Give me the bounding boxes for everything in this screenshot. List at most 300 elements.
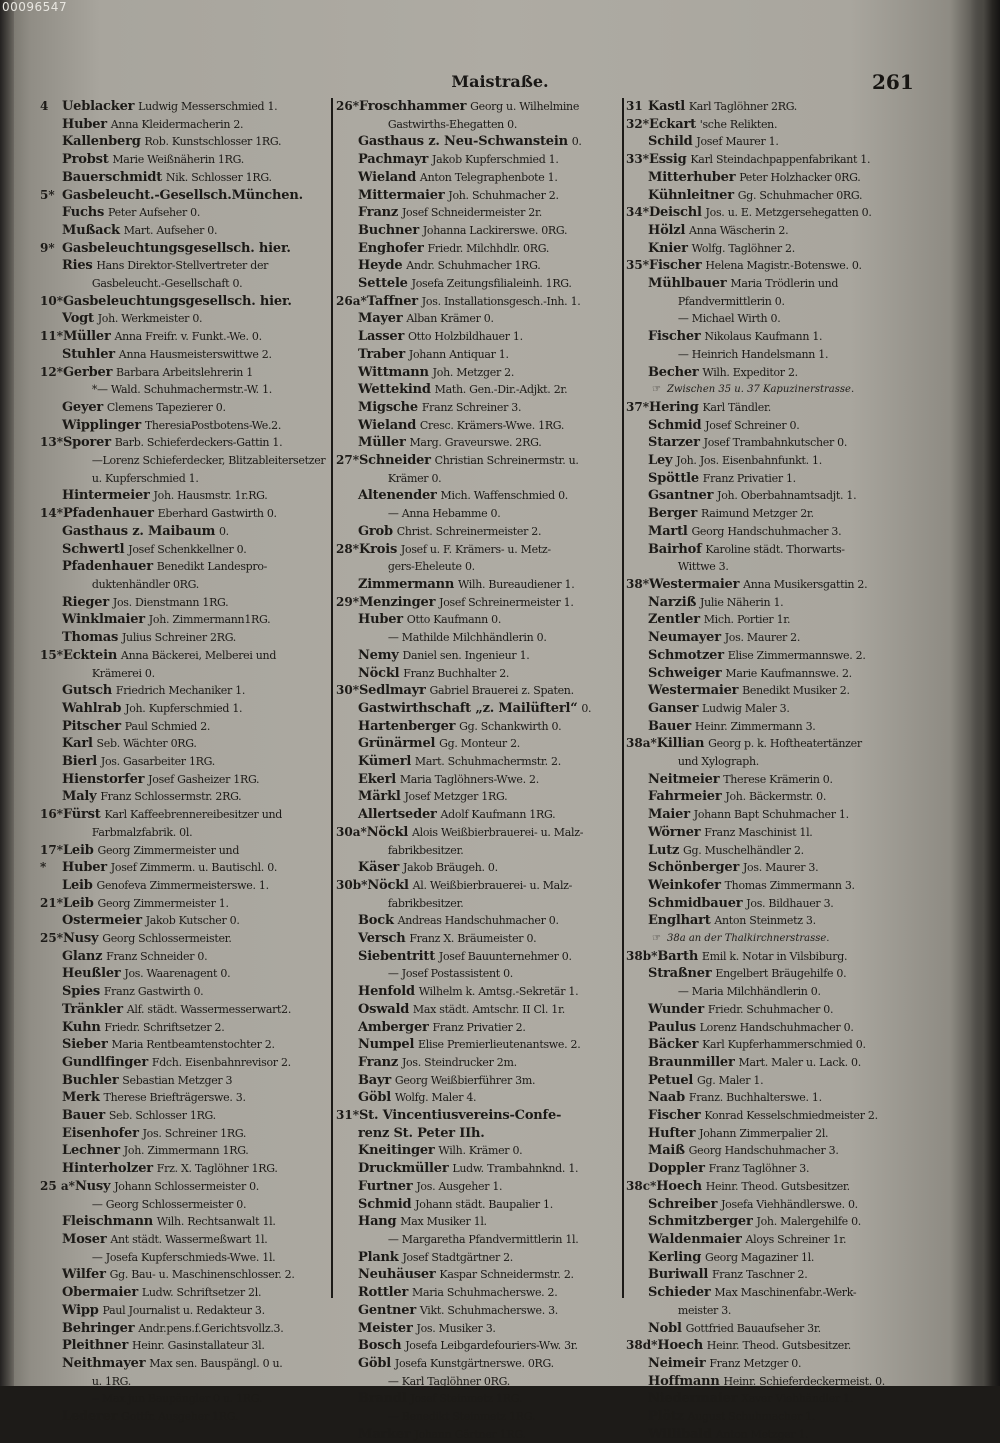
resident-name: Hang (358, 1214, 397, 1230)
resident-name: Gastwirthschaft „z. Mailüfterl“ (358, 700, 578, 716)
directory-entry (40, 877, 330, 895)
directory-entry (40, 505, 330, 523)
resident-details: Kaspar Schneidermstr. 2. (439, 1268, 574, 1282)
resident-details: Franz Taglöhner 3. (708, 1162, 810, 1176)
resident-name: Wilfer (62, 1267, 106, 1283)
house-number: 9* (40, 240, 55, 255)
directory-entry (626, 930, 914, 948)
resident-name: Bauerschmidt (62, 169, 163, 185)
resident-details: Gasbeleucht.-Gesellschaft 0. (91, 277, 243, 291)
resident-name: Bock (358, 913, 394, 929)
resident-details: Joh. Jos. Eisenbahnfunkt. 1. (676, 454, 822, 468)
resident-name: Heyde (358, 258, 403, 274)
resident-details: 0. (218, 524, 229, 538)
resident-details: Thomas Zimmermann 3. (724, 878, 855, 892)
resident-name: Weinkofer (648, 877, 721, 893)
directory-entry (40, 541, 330, 559)
resident-name: Narziß (648, 594, 697, 610)
house-number: 5* (40, 187, 55, 202)
resident-details: Daniel sen. Ingenieur 1. (402, 648, 530, 662)
directory-entry (626, 523, 914, 541)
resident-name: Meister (358, 1320, 413, 1336)
resident-details: Krämer 0. (387, 471, 442, 485)
directory-entry (40, 895, 330, 913)
resident-name: Huber (62, 116, 107, 132)
resident-details: Joh. Malergehilfe 0. (756, 1215, 861, 1229)
resident-name: Naab (648, 1090, 686, 1106)
directory-entry (626, 222, 914, 240)
resident-details: Genofeva Zimmermeisterswe. 1. (96, 878, 269, 892)
resident-details: Anton Steinmetz 3. (714, 914, 816, 928)
directory-entry (336, 1284, 624, 1302)
resident-details: Rob. Kunstschlosser 1RG. (144, 135, 282, 149)
resident-name: Nöckl (358, 665, 400, 681)
directory-entry (40, 665, 330, 683)
resident-name: Martl (648, 523, 688, 539)
directory-entry (336, 1213, 624, 1231)
resident-details: Gg. Muschelhändler 2. (683, 843, 804, 857)
resident-name: Gasthaus z. Maibaum (62, 523, 216, 539)
resident-details: Wilh. Krämer 0. (438, 1144, 523, 1158)
resident-name: Fischer (648, 1108, 701, 1124)
resident-name: Schmidbauer (648, 895, 743, 911)
directory-entry (40, 1054, 330, 1072)
resident-name: Franz (358, 205, 399, 221)
house-number: 14* (40, 506, 63, 521)
directory-entry (40, 452, 330, 470)
directory-entry (626, 1036, 914, 1054)
resident-name: Fuchs (62, 205, 105, 221)
directory-entry (626, 1089, 914, 1107)
resident-details: Joh. Zimmermann 1RG. (123, 1144, 249, 1158)
resident-name: Kallenberg (62, 134, 141, 150)
directory-entry (40, 700, 330, 718)
directory-entry (336, 1355, 624, 1373)
resident-name: Becher (648, 364, 699, 380)
directory-entry (40, 1249, 330, 1267)
pointing-hand-icon: ☞ (652, 384, 661, 396)
house-number: 38c* (626, 1178, 657, 1193)
directory-entry (626, 1001, 914, 1019)
resident-details: Maria Schuhmacherswe. 2. (411, 1286, 558, 1300)
resident-name: Rieger (62, 594, 110, 610)
column-divider (622, 98, 624, 1298)
directory-entry (336, 877, 624, 895)
resident-details: Georg Zimmermeister 1. (97, 896, 229, 910)
resident-name: Westermaier (648, 683, 739, 699)
directory-entry (40, 98, 330, 116)
resident-details: Franz Maschinist 1l. (704, 825, 813, 839)
directory-entry (40, 1284, 330, 1302)
directory-entry (626, 328, 914, 346)
resident-name: Merk (62, 1090, 100, 1106)
resident-name: St. Vincentiusvereins-Confe- (358, 1108, 562, 1124)
directory-entry (336, 187, 624, 205)
resident-name: Mühlbauer (648, 276, 727, 292)
resident-name: Schwertl (62, 541, 125, 557)
resident-name: Amberger (358, 1019, 429, 1035)
resident-details: Anton Metzger 1. (715, 1427, 809, 1441)
directory-entry (40, 1266, 330, 1284)
directory-entry (626, 948, 914, 966)
house-number: 4 (40, 99, 49, 113)
resident-details: duktenhändler 0RG. (91, 577, 199, 591)
resident-name: Grob (358, 523, 393, 539)
resident-details: Joh. Werkmeister 0. (97, 312, 203, 326)
directory-entry (40, 187, 330, 205)
resident-name: Hölzl (648, 222, 686, 238)
resident-details: Franz Privatier 2. (432, 1020, 526, 1034)
directory-entry (336, 1178, 624, 1196)
resident-name: Druckmüller (358, 1161, 449, 1177)
resident-name: Fürst (62, 807, 101, 823)
resident-name: Gsantner (648, 488, 714, 504)
resident-details: Joh. Schuhmacher 2. (448, 188, 559, 202)
resident-name: Pfadenhauer (62, 559, 153, 575)
resident-details: Joh. Kupferschmied 1. (125, 701, 243, 715)
resident-name: Wahlrab (62, 700, 122, 716)
directory-entry (626, 346, 914, 364)
resident-name: Froschhammer (358, 99, 467, 114)
resident-details: Franz. Buchhalterswe. 1. (688, 1091, 822, 1105)
resident-details: Gastwirths-Ehegatten 0. (387, 117, 518, 131)
directory-entry (336, 1054, 624, 1072)
resident-details: Clemens Tapezierer 0. (106, 400, 226, 414)
resident-name: Eckart (648, 116, 696, 132)
directory-entry (336, 240, 624, 258)
directory-entry (626, 1337, 914, 1355)
resident-details: Maria Taglöhners-Wwe. 2. (399, 772, 539, 786)
directory-entry (626, 1160, 914, 1178)
resident-details: — Karl Taglöhner 0RG. (387, 1374, 510, 1388)
resident-name: Straßner (648, 966, 712, 982)
directory-entry (40, 753, 330, 771)
directory-entry (336, 629, 624, 647)
resident-details: Jos. Waarenagent 0. (124, 967, 231, 981)
directory-entry (40, 222, 330, 240)
house-number: 31* (336, 1108, 359, 1123)
directory-entry (336, 1320, 624, 1338)
resident-details: Georg Handschuhmacher 3. (688, 1144, 839, 1158)
resident-details: Georg Handschuhmacher 3. (691, 524, 842, 538)
house-number: 11* (40, 329, 63, 344)
resident-details: — Anna Hebamme 0. (387, 507, 501, 521)
resident-details: Emil k. Notar in Vilsbiburg. (701, 949, 848, 963)
resident-details: Joh. Zimmermann1RG. (148, 613, 271, 627)
resident-name: Lutz (648, 842, 680, 858)
directory-entry (626, 98, 914, 116)
resident-details: Sebastian Metzger 3 (122, 1073, 233, 1087)
resident-details: Gg. Schankwirth 0. (459, 719, 562, 733)
directory-entry (336, 1160, 624, 1178)
resident-details: Seb. Wächter 0RG. (96, 737, 197, 751)
house-number: 28* (336, 541, 359, 556)
resident-details: Ludw. Trambahnknd. 1. (452, 1162, 579, 1176)
directory-entry (626, 718, 914, 736)
resident-name: Eisenhofer (62, 1125, 139, 1141)
resident-details: Franz Schlossermstr. 2RG. (100, 790, 242, 804)
resident-details: Otto Holzbildhauer 1. (407, 330, 523, 344)
house-number: 12* (40, 364, 63, 379)
resident-name: Wipp (62, 1302, 99, 1318)
resident-name: Wittmann (358, 364, 429, 380)
directory-entry (40, 293, 330, 311)
directory-entry (336, 842, 624, 860)
directory-entry (40, 718, 330, 736)
resident-details: Jos. Schreiner 1RG. (142, 1126, 247, 1140)
directory-entry (626, 293, 914, 311)
resident-name: Pachmayr (358, 152, 429, 168)
directory-entry (336, 399, 624, 417)
directory-entry (40, 1196, 330, 1214)
directory-entry (626, 434, 914, 452)
resident-details: Marie Weißnäherin 1RG. (112, 153, 244, 167)
directory-entry (626, 452, 914, 470)
house-number: 10* (40, 293, 63, 308)
resident-name: Gasbeleuchtungsgesellsch. hier. (62, 293, 292, 309)
directory-entry (336, 735, 624, 753)
resident-details: — Mathilde Milchhändlerin 0. (387, 631, 547, 645)
resident-name: Schieder (648, 1285, 711, 1301)
resident-details: Josef Zimmerm. u. Bautischl. 0. (110, 861, 278, 875)
directory-entry (336, 133, 624, 151)
resident-name: Gutsch (62, 683, 113, 699)
directory-entry (336, 965, 624, 983)
directory-entry (336, 487, 624, 505)
resident-name: Nemy (358, 647, 399, 663)
resident-name: Schreiber (648, 1196, 718, 1212)
resident-details: Maria Rentbeamtenstochter 2. (111, 1038, 275, 1052)
resident-name: Siebentritt (358, 948, 436, 964)
resident-details: Georg Weißbierführer 3m. (394, 1073, 536, 1087)
resident-details: Franz Schreiner 3. (421, 400, 522, 414)
house-number: 35* (626, 258, 649, 273)
resident-details: Jos. Maurer 2. (724, 631, 801, 645)
resident-details: Josef Trambahnkutscher 0. (703, 436, 848, 450)
directory-entry (626, 1302, 914, 1320)
resident-name: Schweiger (648, 665, 722, 681)
resident-name: Waldenmaier (648, 1232, 742, 1247)
directory-entry (40, 204, 330, 222)
resident-name: Behringer (62, 1320, 135, 1336)
resident-details: Frz. X. Taglöhner 1RG. (156, 1162, 278, 1176)
resident-name: Kühnleitner (648, 187, 734, 203)
resident-details: Farbmalzfabrik. 0l. (91, 825, 193, 839)
resident-details: Fdch. Eisenbahnrevisor 2. (151, 1055, 291, 1069)
resident-name: Kuhn (62, 1019, 101, 1035)
resident-name: Deischl (648, 205, 702, 221)
resident-details: Engelbert Bräugehilfe 0. (715, 967, 847, 981)
resident-name: Furtner (358, 1178, 413, 1194)
resident-details: Johann Zimmerpalier 2l. (699, 1126, 829, 1140)
resident-details: Nik. Schlosser 1RG. (165, 170, 272, 184)
directory-entry (40, 1072, 330, 1090)
resident-details: Julie Näherin 1. (699, 595, 784, 609)
resident-details: Andreas Handschuhmacher 0. (397, 914, 559, 928)
directory-entry (40, 1355, 330, 1373)
directory-entry (336, 452, 624, 470)
column-divider (331, 98, 333, 1298)
resident-name: Ries (62, 258, 93, 274)
directory-entry (40, 257, 330, 275)
resident-details: Jos. Gasarbeiter 1RG. (100, 755, 215, 769)
resident-details: Johann Antiquar 1. (408, 347, 509, 361)
resident-details: Wilhelm k. Amtsg.-Sekretär 1. (418, 985, 579, 999)
resident-name: Fischer (648, 329, 701, 345)
directory-entry (336, 1373, 624, 1391)
resident-name: Migsche (358, 399, 418, 415)
resident-details: — Heinrich Handelsmann 1. (677, 347, 829, 361)
directory-entry (626, 983, 914, 1001)
resident-name: Doppler (648, 1161, 705, 1177)
directory-entry (626, 859, 914, 877)
directory-entry (336, 1426, 624, 1443)
resident-details: Georg u. Wilhelmine (470, 100, 580, 113)
resident-name: Ley (648, 453, 673, 469)
resident-name: Kneitinger (358, 1143, 435, 1159)
resident-details: Josef Steinmetz 1RG. (410, 1392, 523, 1406)
column-2 (336, 98, 624, 1443)
directory-entry (336, 771, 624, 789)
resident-name: Gasthaus z. Neu-Schwanstein (358, 134, 568, 150)
resident-name: Enghofer (358, 240, 424, 256)
directory-entry (626, 151, 914, 169)
house-number: 34* (626, 205, 649, 220)
resident-name: Sieber (62, 1037, 108, 1053)
house-number: 13* (40, 435, 63, 450)
directory-entry (626, 647, 914, 665)
directory-entry (626, 505, 914, 523)
resident-name: Ekerl (358, 771, 396, 787)
resident-name: Killian (656, 736, 705, 752)
resident-details: Josef Schneidermeister 2r. (401, 206, 542, 220)
resident-details: Heinr. Schieferdeckermeist. 0. (723, 1374, 886, 1388)
resident-details: — Maria Milchhändlerin 0. (677, 985, 821, 999)
resident-name: Nusy (74, 1178, 111, 1194)
directory-entry (626, 753, 914, 771)
resident-name: Schönberger (648, 860, 740, 876)
resident-details: Franz Schneider 0. (106, 949, 208, 963)
scan-id-label: 00096547 (2, 0, 68, 14)
resident-details: — Benedikt Steinmetz 1RG. (387, 1410, 536, 1424)
directory-entry (40, 771, 330, 789)
resident-name: Leib (62, 895, 94, 911)
resident-details: Anna Kleidermacherin 2. (110, 117, 244, 131)
house-number: 25* (40, 931, 63, 946)
resident-details: Mich. Waffenschmied 0. (440, 489, 568, 503)
directory-entry (336, 257, 624, 275)
resident-details: Heinr. Gasinstallateur 3l. (131, 1339, 265, 1353)
resident-name: Gasbeleucht.-Gesellsch.München. (62, 187, 303, 203)
directory-entry (40, 735, 330, 753)
resident-details: fabrikbesitzer. (387, 896, 464, 910)
directory-entry (626, 1266, 914, 1284)
resident-name: Ueblacker (62, 99, 135, 114)
resident-details: Peter Holzhacker 0RG. (739, 170, 861, 184)
directory-entry (336, 1089, 624, 1107)
resident-name: Bosch (358, 1338, 402, 1354)
directory-entry (40, 1213, 330, 1231)
directory-entry (336, 718, 624, 736)
directory-entry (40, 240, 330, 258)
resident-details: — Josefa Kupferschmieds-Wwe. 1l. (91, 1250, 276, 1264)
directory-entry (40, 523, 330, 541)
entry-note: Zwischen 35 u. 37 Kapuzinerstrasse. (666, 384, 855, 396)
resident-name: Neitmeier (648, 771, 720, 787)
directory-entry (40, 930, 330, 948)
resident-details: — Georg Schlossermeister 0. (91, 1197, 247, 1211)
resident-name: Bairhof (648, 541, 702, 557)
resident-details: 'sche Relikten. (699, 117, 778, 131)
resident-name: Maier (648, 807, 690, 823)
resident-name: Berger (648, 506, 698, 522)
resident-name: Lechner (62, 1143, 120, 1159)
resident-details: Anna Musikersgattin 2. (743, 577, 868, 591)
directory-entry (40, 133, 330, 151)
directory-entry (626, 187, 914, 205)
resident-name: Nöckl (367, 877, 409, 893)
directory-entry (40, 948, 330, 966)
directory-entry (40, 629, 330, 647)
resident-name: Starzer (648, 435, 700, 451)
resident-name: Pfadenhauer (62, 506, 154, 522)
resident-details: Anna Freifr. v. Funkt.-We. 0. (114, 330, 262, 344)
resident-name: Plank (358, 1249, 399, 1265)
directory-entry (626, 204, 914, 222)
resident-details: Paul Journalist u. Redakteur 3. (102, 1303, 265, 1317)
directory-entry (336, 523, 624, 541)
resident-name: Huber (358, 612, 403, 628)
house-number: 16* (40, 807, 63, 822)
resident-details: Helena Magistr.-Botenswe. 0. (705, 259, 862, 273)
resident-details: Joh. Metzger 2. (432, 365, 515, 379)
resident-details: Elise Zimmermannswe. 2. (727, 648, 866, 662)
resident-name: Kastl (648, 99, 685, 114)
resident-details: Pfandvermittlerin 0. (677, 294, 785, 308)
resident-details: Jos. Steindrucker 2m. (401, 1055, 517, 1069)
resident-details: *— Wald. Schuhmachermstr.-W. 1. (91, 383, 272, 397)
resident-name: Bauer (62, 1108, 105, 1124)
directory-entry (40, 1408, 330, 1426)
resident-details: Aloys Schreiner 1r. (745, 1233, 847, 1246)
resident-details: Max städt. Amtschr. II Cl. 1r. (412, 1002, 565, 1016)
directory-entry (626, 1320, 914, 1338)
resident-name: Knier (648, 240, 688, 256)
resident-name: Bauer (648, 718, 691, 734)
resident-name: Müller (358, 435, 406, 451)
resident-name: Ecktein (62, 647, 118, 663)
resident-details: Wilh. Rechtsanwalt 1l. (156, 1215, 276, 1229)
directory-entry (336, 1390, 624, 1408)
directory-entry (626, 1408, 914, 1426)
directory-entry (336, 505, 624, 523)
house-number: 30* (336, 683, 359, 698)
resident-details: Jakob Bräugeh. 0. (403, 861, 498, 875)
directory-entry (626, 399, 914, 417)
resident-details: u. 1RG. (91, 1374, 131, 1388)
directory-entry (336, 1107, 624, 1125)
resident-details: Johann Schlossermeister 0. (114, 1179, 259, 1193)
resident-details: Georg Magaziner 1l. (704, 1250, 815, 1264)
resident-details: Josef Schreiner 0. (705, 418, 800, 432)
resident-name: Marker (358, 1426, 411, 1442)
resident-details: Karl Kaffeebrennereibesitzer und (104, 808, 283, 822)
directory-entry (626, 1125, 914, 1143)
directory-entry (626, 417, 914, 435)
resident-details: Barb. Schieferdeckers-Gattin 1. (114, 436, 283, 450)
resident-name: Thomas (62, 630, 119, 646)
resident-details: Ludwig Maler 3. (702, 701, 790, 715)
